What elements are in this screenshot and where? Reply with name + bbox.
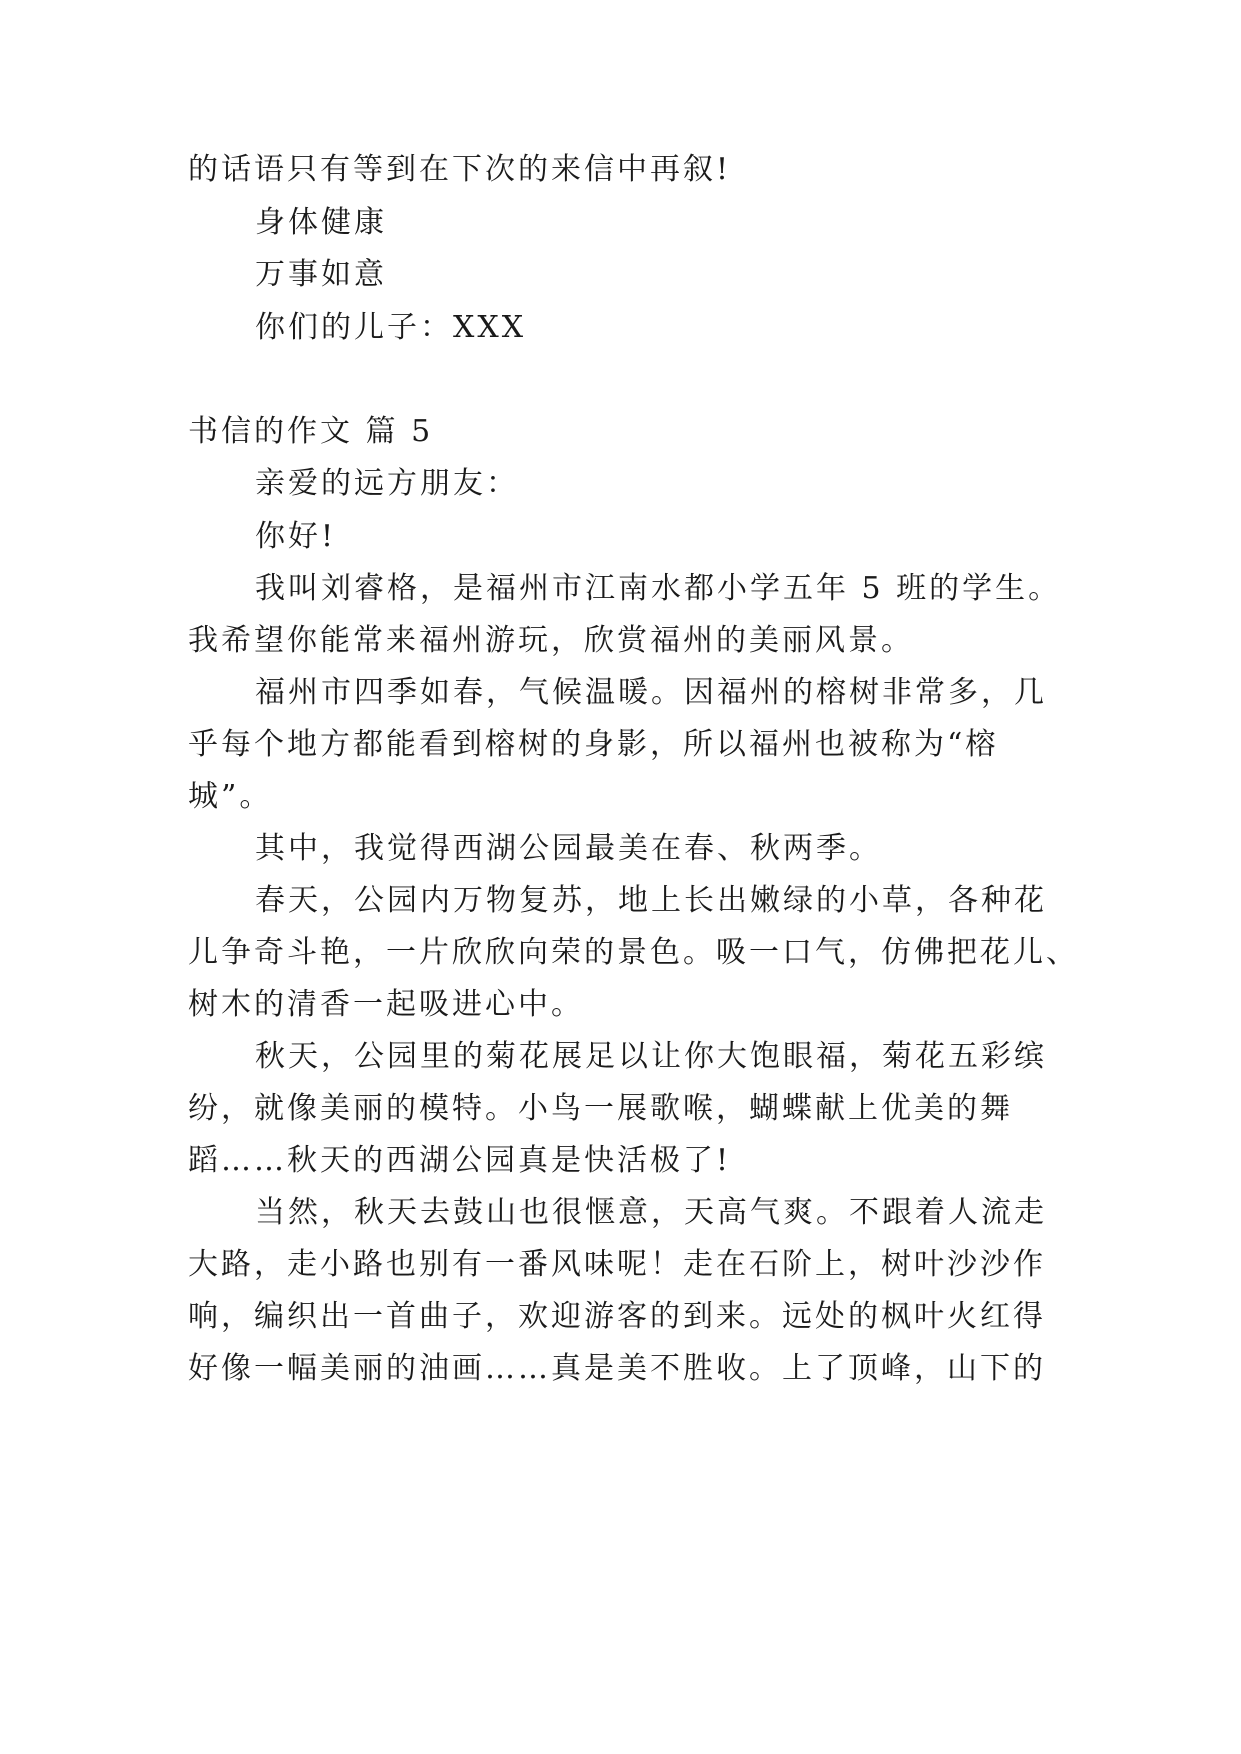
paragraph-line: 福州市四季如春，气候温暖。因福州的榕树非常多，几 [255, 675, 1047, 710]
paragraph-line: 大路，走小路也别有一番风味呢！走在石阶上，树叶沙沙作 [188, 1247, 1046, 1282]
previous-letter-closing-line: 的话语只有等到在下次的来信中再叙! [188, 152, 732, 187]
paragraph-line: 乎每个地方都能看到榕树的身影，所以福州也被称为“榕 [188, 727, 999, 762]
paragraph-line: 我叫刘睿格，是福州市江南水都小学五年 5 班的学生。 [255, 571, 1062, 606]
paragraph-line: 纷，就像美丽的模特。小鸟一展歌喉，蝴蝶献上优美的舞 [188, 1091, 1013, 1126]
paragraph-line: 城”。 [188, 779, 273, 814]
signature-line: 你们的儿子：XXX [255, 310, 527, 345]
wish-line-1: 身体健康 [255, 205, 387, 240]
greeting: 你好! [255, 519, 337, 554]
paragraph-line: 春天，公园内万物复苏，地上长出嫩绿的小草，各种花 [255, 883, 1047, 918]
paragraph-line: 其中，我觉得西湖公园最美在春、秋两季。 [255, 831, 882, 866]
paragraph-line: 当然，秋天去鼓山也很惬意，天高气爽。不跟着人流走 [255, 1195, 1047, 1230]
wish-line-2: 万事如意 [255, 257, 387, 292]
section-heading: 书信的作文 篇 5 [188, 414, 434, 449]
paragraph-line: 我希望你能常来福州游玩，欣赏福州的美丽风景。 [188, 623, 914, 658]
paragraph-line: 儿争奇斗艳，一片欣欣向荣的景色。吸一口气，仿佛把花儿、 [188, 935, 1079, 970]
paragraph-line: 树木的清香一起吸进心中。 [188, 987, 584, 1022]
paragraph-line: 响，编织出一首曲子，欢迎游客的到来。远处的枫叶火红得 [188, 1299, 1046, 1334]
paragraph-line: 秋天，公园里的菊花展足以让你大饱眼福，菊花五彩缤 [255, 1039, 1047, 1074]
salutation: 亲爱的远方朋友： [255, 466, 519, 501]
paragraph-line: 好像一幅美丽的油画……真是美不胜收。上了顶峰，山下的 [188, 1351, 1046, 1386]
paragraph-line: 蹈……秋天的西湖公园真是快活极了! [188, 1143, 732, 1178]
